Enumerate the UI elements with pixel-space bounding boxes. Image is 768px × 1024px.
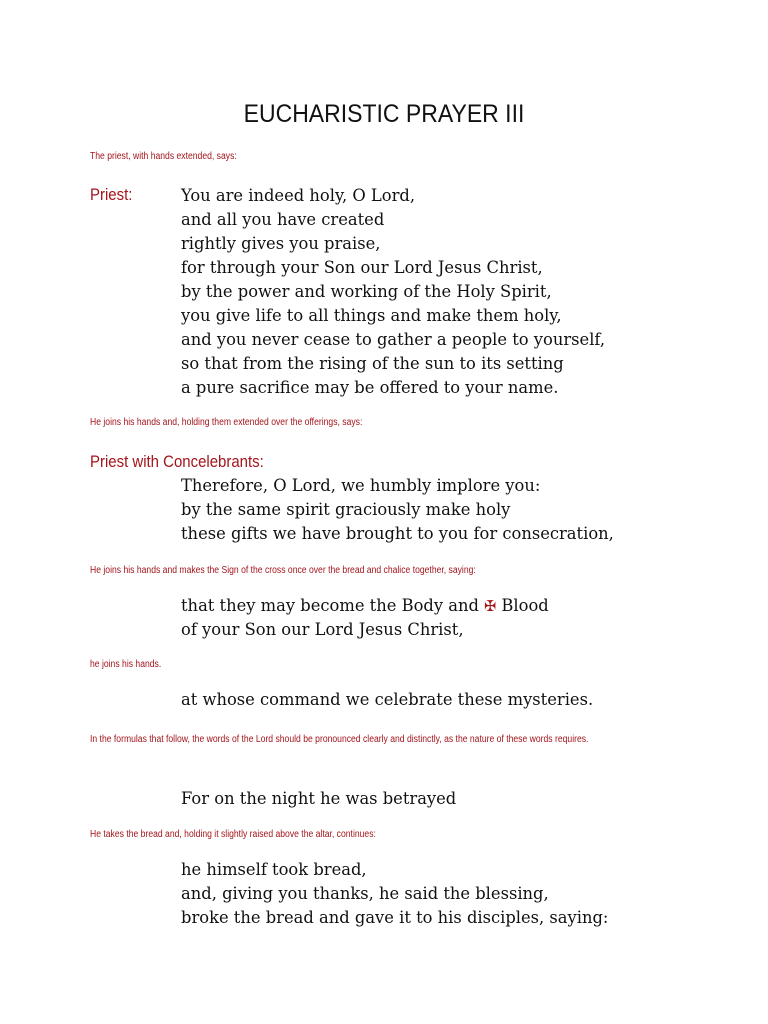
rubric-formulas-note: In the formulas that follow, the words of the Lord should be pronounced clearly and distinctly, as the nature of these words requires.	[90, 734, 589, 745]
text-block-2	[181, 474, 632, 546]
prayer-line: and you never cease to gather a people to yourself,	[181, 330, 606, 350]
prayer-line	[181, 594, 549, 618]
prayer-line: Therefore, O Lord, we humbly implore you:	[181, 476, 541, 496]
rubric-joins-hands: he joins his hands.	[90, 659, 162, 670]
text-block-3	[181, 594, 564, 642]
prayer-line: a pure sacrifice may be offered to your name.	[181, 378, 559, 398]
prayer-text: that they may become the Body and	[181, 596, 485, 616]
text-block-6	[181, 858, 626, 930]
prayer-line: he himself took bread,	[181, 860, 367, 880]
prayer-line: broke the bread and gave it to his disciples, saying:	[181, 908, 609, 928]
rubric-sign-of-cross: He joins his hands and makes the Sign of the cross once over the bread and chalice together, saying:	[90, 565, 476, 576]
page-title: EUCHARISTIC PRAYER III	[243, 100, 525, 128]
prayer-line: You are indeed holy, O Lord,	[181, 186, 416, 206]
prayer-line: of your Son our Lord Jesus Christ,	[181, 620, 464, 640]
text-block-4	[181, 688, 610, 712]
rubric-takes-bread: He takes the bread and, holding it slightly raised above the altar, continues:	[90, 829, 376, 840]
rubric-joins-hands-offerings: He joins his hands and, holding them extended over the offerings, says:	[90, 417, 363, 428]
prayer-line: you give life to all things and make them holy,	[181, 306, 562, 326]
text-block-1	[181, 184, 623, 400]
prayer-line: and all you have created	[181, 210, 385, 230]
cross-icon: ✠	[484, 597, 497, 615]
prayer-line: by the same spirit graciously make holy	[181, 500, 511, 520]
prayer-line: For on the night he was betrayed	[181, 789, 457, 809]
text-block-5	[181, 787, 468, 811]
prayer-line: these gifts we have brought to you for consecration,	[181, 524, 614, 544]
speaker-priest-concelebrants: Priest with Concelebrants:	[90, 452, 264, 471]
rubric-priest-extends-hands: The priest, with hands extended, says:	[90, 151, 237, 162]
prayer-text: Blood	[496, 596, 549, 616]
prayer-line: and, giving you thanks, he said the blessing,	[181, 884, 549, 904]
prayer-line: at whose command we celebrate these mysteries.	[181, 690, 594, 710]
prayer-line: so that from the rising of the sun to its setting	[181, 354, 564, 374]
speaker-priest: Priest:	[90, 185, 133, 204]
prayer-line: for through your Son our Lord Jesus Christ,	[181, 258, 543, 278]
prayer-line: rightly gives you praise,	[181, 234, 381, 254]
prayer-line: by the power and working of the Holy Spirit,	[181, 282, 552, 302]
